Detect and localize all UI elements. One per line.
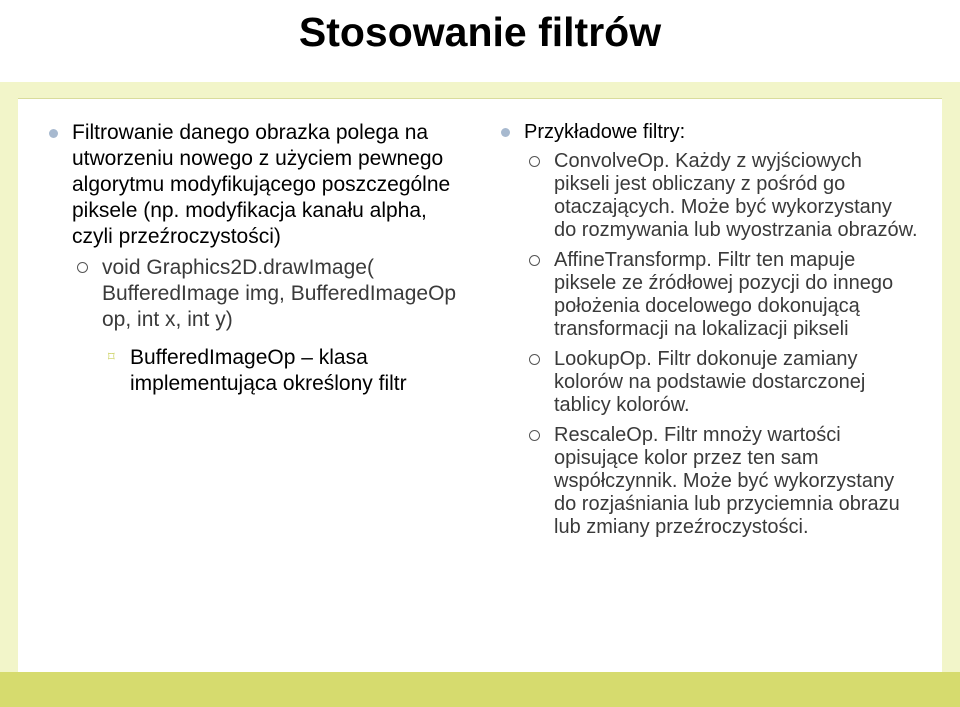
hollow-circle-bullet-icon xyxy=(529,430,540,441)
hollow-circle-bullet-icon xyxy=(529,354,540,365)
bullet-text: RescaleOp. Filtr mnoży wartości opisujące kolor przez ten sam współczynnik. Może być wykorzystany do rozjaśniania lub przyciemnia obrazu lub zmiany przeźroczystości. xyxy=(554,424,900,538)
bullet-text: AffineTransformp. Filtr ten mapuje piksele ze źródłowej pozycji do innego położenia docelowego dokonującą transformacji na lokalizacji pikseli xyxy=(554,249,894,340)
list-item xyxy=(48,120,468,250)
list-item xyxy=(498,150,918,242)
list-item xyxy=(48,255,468,333)
list-item xyxy=(48,345,468,397)
hollow-circle-bullet-icon xyxy=(77,262,88,273)
hollow-circle-bullet-icon xyxy=(529,156,540,167)
left-column xyxy=(48,120,468,397)
bullet-text: void Graphics2D.drawImage( BufferedImage img, BufferedImageOp op, int x, int y) xyxy=(102,256,457,331)
filled-circle-bullet-icon xyxy=(501,128,510,137)
list-item xyxy=(498,424,918,539)
bottom-decor-band xyxy=(0,672,960,707)
filled-circle-bullet-icon xyxy=(49,129,58,138)
bullet-text: Przykładowe filtry: xyxy=(524,121,686,143)
right-decor-strip xyxy=(942,82,960,672)
bullet-text: LookupOp. Filtr dokonuje zamiany kolorów na podstawie dostarczonej tablicy kolorów. xyxy=(554,348,866,416)
slide-title: Stosowanie filtrów xyxy=(298,9,662,55)
star-bullet-icon: ⌑ xyxy=(108,349,115,364)
hollow-circle-bullet-icon xyxy=(529,255,540,266)
left-decor-strip xyxy=(0,110,18,672)
list-item xyxy=(498,348,918,417)
bullet-text: BufferedImageOp – klasa implementująca określony filtr xyxy=(130,346,407,395)
right-column xyxy=(498,120,918,539)
list-item xyxy=(498,120,918,144)
bullet-text: ConvolveOp. Każdy z wyjściowych pikseli jest obliczany z pośród go otaczających. Może być wykorzystany do rozmywania lub wyostrzania obrazów. xyxy=(554,150,918,241)
bullet-text: Filtrowanie danego obrazka polega na utworzeniu nowego z użyciem pewnego algorytmu modyfikującego poszczególne piksele (np. modyfikacja kanału alpha, czyli przeźroczystości) xyxy=(72,121,451,248)
list-item xyxy=(498,249,918,341)
